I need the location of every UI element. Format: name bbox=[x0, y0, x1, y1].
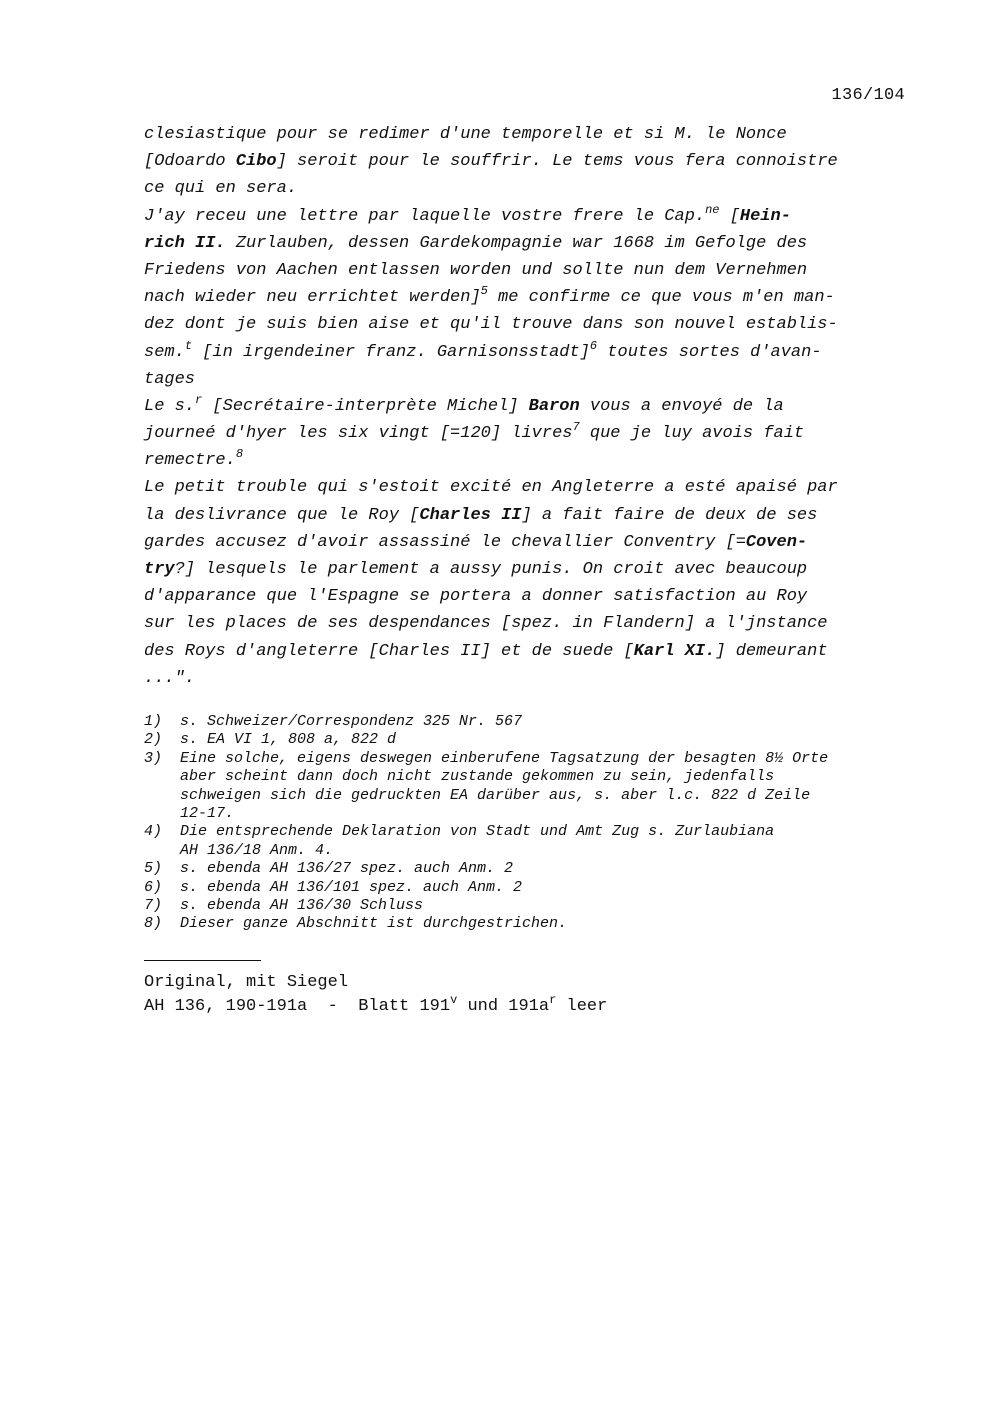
text-run: [Secrétaire-interprète Michel] bbox=[202, 396, 529, 416]
footnote-text bbox=[180, 713, 924, 731]
footnote bbox=[144, 860, 924, 878]
footnote-number: 7) bbox=[144, 897, 163, 915]
footnote-ref: 5 bbox=[480, 284, 488, 299]
body-line bbox=[144, 529, 914, 556]
text-run: sem. bbox=[144, 342, 185, 362]
separator-rule bbox=[144, 960, 261, 961]
text-run: tages bbox=[144, 369, 196, 389]
text-run: journeé d'hyer les six vingt [=120] livres bbox=[144, 424, 573, 444]
text-run: [ bbox=[719, 206, 740, 226]
footnote-text bbox=[180, 823, 924, 860]
body-line bbox=[144, 339, 914, 366]
footnote bbox=[144, 823, 924, 860]
body-line bbox=[144, 638, 914, 665]
superscript: r bbox=[195, 392, 203, 407]
footnote-number: 2) bbox=[144, 731, 163, 749]
footnote-line: Eine solche, eigens deswegen einberufene Tagsatzung der besagten 8½ Orte bbox=[180, 749, 829, 767]
name-charles: Charles II bbox=[419, 505, 522, 525]
text-run: clesiastique pour se redimer d'une temporelle et si M. le Nonce bbox=[144, 125, 787, 144]
footnote bbox=[144, 897, 924, 915]
footnote-line: Die entsprechende Deklaration von Stadt und Amt Zug s. Zurlaubiana bbox=[180, 823, 775, 841]
text-run: dez dont je suis bien aise et qu'il trouve dans son nouvel establis- bbox=[144, 315, 838, 335]
text-run: toutes sortes d'avan- bbox=[597, 342, 822, 362]
name-baron: Baron bbox=[528, 396, 580, 416]
body-line bbox=[144, 121, 914, 148]
text-run: ] seroit pour le souffrir. Le tems vous fera connoistre bbox=[276, 152, 838, 172]
footnote-ref: 7 bbox=[572, 420, 580, 435]
footnote-text bbox=[180, 915, 924, 933]
footnote-text bbox=[180, 731, 924, 749]
text-run: Le s. bbox=[144, 396, 196, 416]
text-run: d'apparance que l'Espagne se portera a donner satisfaction au Roy bbox=[144, 587, 808, 607]
body-line bbox=[144, 148, 914, 175]
name-karl: Karl XI. bbox=[633, 641, 716, 661]
text-run: nach wieder neu errichtet werden] bbox=[144, 288, 481, 308]
text-run: sur les places de ses despendances [spez. in Flandern] a l'jnstance bbox=[144, 614, 828, 634]
text-run: AH 136, 190-191a - Blatt 191 bbox=[144, 997, 451, 1016]
footnote bbox=[144, 750, 924, 824]
name-heinrich: Hein- bbox=[739, 206, 791, 226]
text-run: remectre. bbox=[144, 451, 236, 471]
body-line bbox=[144, 284, 914, 311]
footnote-text bbox=[180, 860, 924, 878]
page-number: 136/104 bbox=[831, 86, 905, 105]
footnote-text bbox=[180, 897, 924, 915]
body-line bbox=[144, 366, 914, 393]
text-run: Friedens von Aachen entlassen worden und sollte nun dem Vernehmen bbox=[144, 260, 808, 280]
text-run: me confirme ce que vous m'en man- bbox=[487, 288, 835, 308]
text-run: ] a fait faire de deux de ses bbox=[521, 505, 818, 525]
footnote-number: 8) bbox=[144, 915, 163, 933]
name-cibo: Cibo bbox=[235, 152, 277, 172]
text-run: gardes accusez d'avoir assassiné le chevallier Conventry [= bbox=[144, 532, 746, 552]
footnote-ref: 6 bbox=[589, 338, 598, 353]
footnote-number: 6) bbox=[144, 878, 163, 896]
footnotes bbox=[144, 713, 924, 934]
body-line bbox=[144, 420, 914, 447]
source-note bbox=[144, 971, 607, 1019]
footnote-text bbox=[180, 879, 924, 897]
footnote bbox=[144, 879, 924, 897]
body-line bbox=[144, 583, 914, 610]
footnote-line: s. EA VI 1, 808 a, 822 d bbox=[180, 731, 397, 749]
body-line bbox=[144, 393, 914, 420]
text-run: que je luy avois fait bbox=[579, 424, 805, 444]
footnote-line: s. ebenda AH 136/30 Schluss bbox=[180, 897, 424, 915]
footnote-line: schweigen sich die gedruckten EA darüber aus, s. aber l.c. 822 d Zeile bbox=[180, 786, 811, 804]
source-line: Original, mit Siegel bbox=[144, 973, 349, 992]
body-line bbox=[144, 175, 914, 202]
body-line bbox=[144, 610, 914, 637]
body-line bbox=[144, 665, 914, 692]
footnote-text bbox=[180, 750, 924, 824]
footnote-line: aber scheint dann doch nicht zustande gekommen zu sein, jedenfalls bbox=[180, 768, 775, 786]
source-line bbox=[144, 995, 607, 1019]
text-run: [in irgendeiner franz. Garnisonsstadt] bbox=[192, 342, 590, 362]
footnote bbox=[144, 915, 924, 933]
text-run: leer bbox=[556, 997, 608, 1016]
text-run: la deslivrance que le Roy [ bbox=[144, 505, 420, 525]
body-line bbox=[144, 257, 914, 284]
body-line bbox=[144, 474, 914, 501]
text-run: vous a envoyé de la bbox=[579, 396, 784, 416]
footnote bbox=[144, 713, 924, 731]
text-run: Le petit trouble qui s'estoit excité en Angleterre a esté apaisé par bbox=[144, 478, 838, 498]
body-line bbox=[144, 447, 914, 474]
superscript: v bbox=[450, 993, 458, 1007]
body-line bbox=[144, 502, 914, 529]
footnote-ref: 8 bbox=[235, 447, 244, 462]
footnote-number: 5) bbox=[144, 860, 163, 878]
text-run: und 191a bbox=[457, 997, 550, 1016]
footnote-line: 12-17. bbox=[180, 805, 235, 823]
footnote-line: AH 136/18 Anm. 4. bbox=[180, 841, 334, 859]
text-run: ...". bbox=[144, 668, 196, 688]
footnote-line: s. ebenda AH 136/101 spez. auch Anm. 2 bbox=[180, 878, 523, 896]
text-run: J'ay receu une lettre par laquelle vostre frere le Cap. bbox=[144, 206, 706, 226]
superscript: r bbox=[549, 993, 557, 1007]
body-line bbox=[144, 311, 914, 338]
footnote-line: Dieser ganze Abschnitt ist durchgestrichen. bbox=[180, 915, 568, 933]
name-heinrich-cont: rich II. bbox=[144, 233, 226, 253]
name-coventry: Coven- bbox=[745, 532, 808, 552]
footnote-line: s. ebenda AH 136/27 spez. auch Anm. 2 bbox=[180, 860, 514, 878]
letter-body bbox=[144, 121, 914, 692]
text-run: [Odoardo bbox=[144, 152, 236, 172]
text-run: ce qui en sera. bbox=[144, 179, 298, 199]
footnote-line: s. Schweizer/Correspondenz 325 Nr. 567 bbox=[180, 713, 523, 730]
body-line bbox=[144, 230, 914, 257]
superscript: t bbox=[184, 338, 193, 353]
footnote-number: 3) bbox=[144, 749, 163, 767]
superscript: ne bbox=[705, 202, 720, 217]
body-line bbox=[144, 556, 914, 583]
footnote-number: 1) bbox=[144, 713, 163, 730]
text-run: Zurlauben, dessen Gardekompagnie war 1668 im Gefolge des bbox=[225, 233, 808, 253]
footnote-number: 4) bbox=[144, 823, 163, 841]
text-run: des Roys d'angleterre [Charles II] et de suede [ bbox=[144, 641, 634, 661]
name-coventry-cont: try bbox=[144, 560, 175, 579]
footnote bbox=[144, 731, 924, 749]
text-run: ?] lesquels le parlement a aussy punis. On croit avec beaucoup bbox=[174, 560, 808, 579]
body-line bbox=[144, 203, 914, 230]
text-run: ] demeurant bbox=[715, 641, 828, 661]
